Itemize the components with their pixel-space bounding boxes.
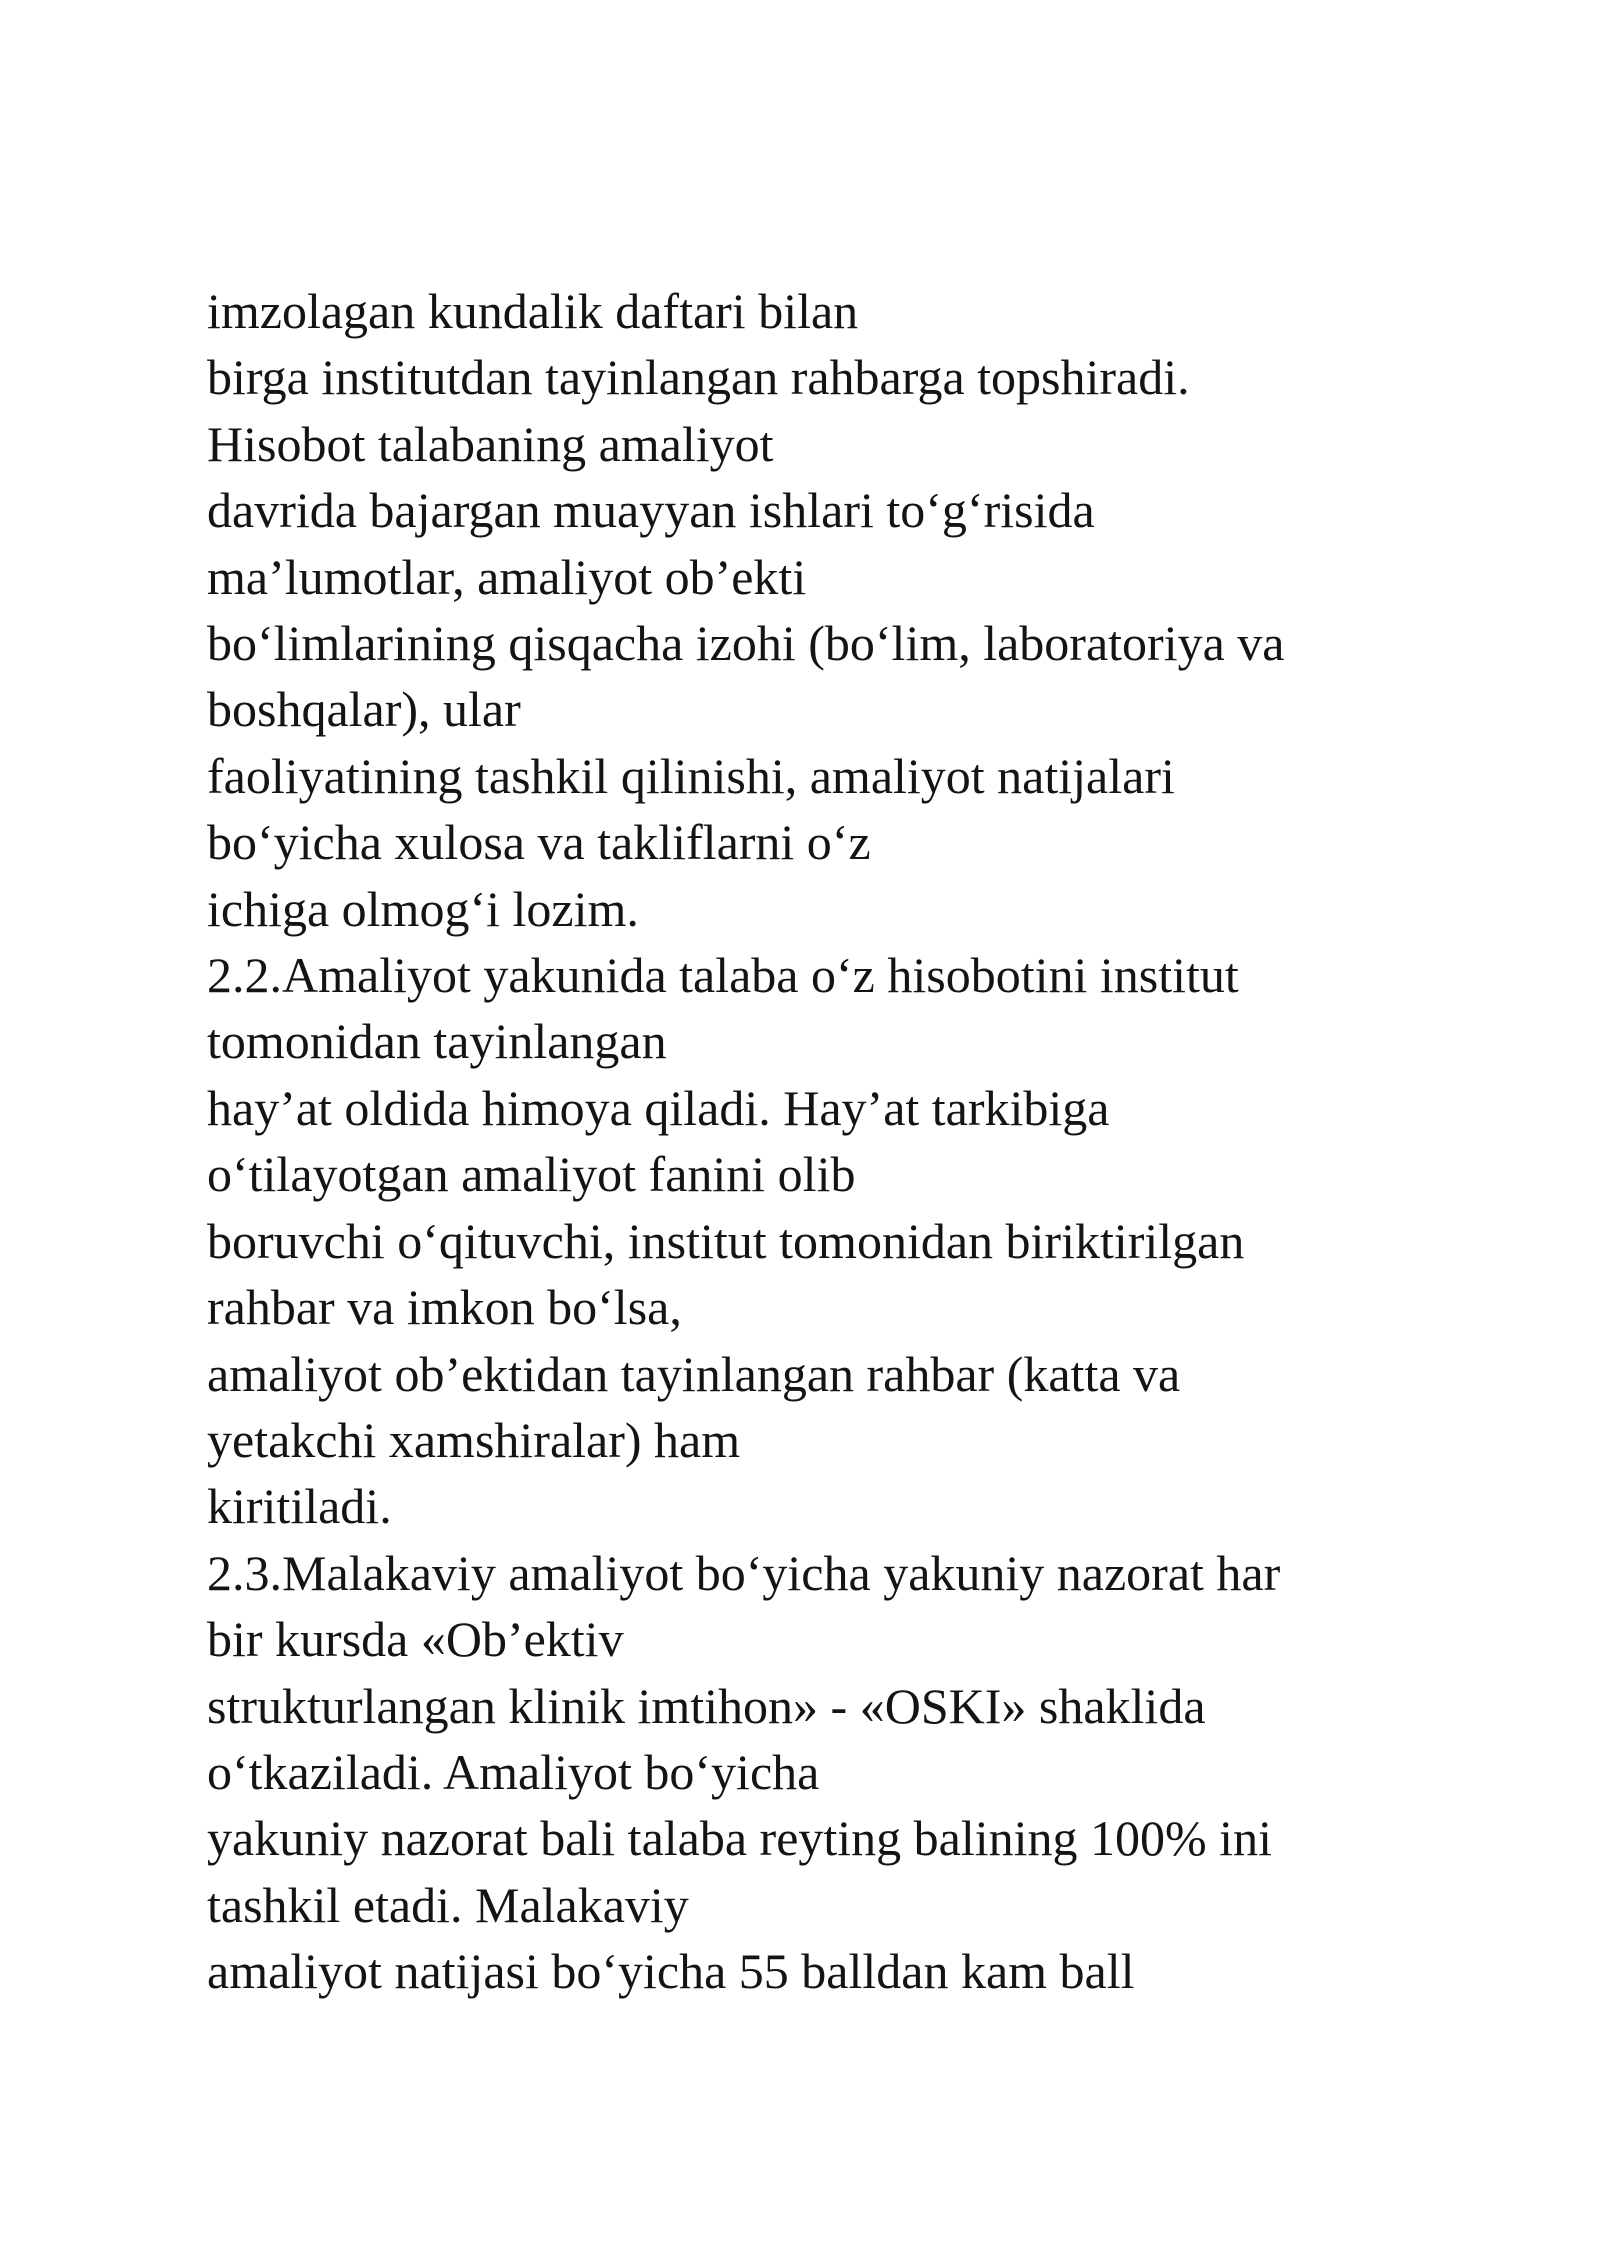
document-body-text (207, 278, 1507, 2005)
text-line: ichiga olmog‘i lozim. (207, 880, 639, 937)
text-line: ma’lumotlar, amaliyot ob’ekti (207, 548, 807, 605)
text-line: o‘tilayotgan amaliyot fanini olib (207, 1146, 856, 1203)
text-line: bir kursda «Ob’ektiv (207, 1611, 624, 1668)
section-2-3-start-line: 2.3.Malakaviy amaliyot bo‘yicha yakuniy nazorat har (207, 1544, 1281, 1601)
text-line: yetakchi xamshiralar) ham (207, 1411, 741, 1468)
text-line: birga institutdan tayinlangan rahbarga topshiradi. (207, 349, 1190, 406)
section-2-2-start-line: 2.2.Amaliyot yakunida talaba o‘z hisobotini institut (207, 947, 1239, 1004)
text-line: imzolagan kundalik daftari bilan (207, 283, 859, 339)
text-line: hay’at oldida himoya qiladi. Hay’at tarkibiga (207, 1079, 1110, 1136)
text-line: bo‘yicha xulosa va takliflarni o‘z (207, 814, 871, 871)
text-line: faoliyatining tashkil qilinishi, amaliyot natijalari (207, 747, 1175, 804)
text-line: bo‘limlarining qisqacha izohi (bo‘lim, laboratoriya va (207, 615, 1285, 672)
text-line: o‘tkaziladi. Amaliyot bo‘yicha (207, 1743, 820, 1800)
text-line: rahbar va imkon bo‘lsa, (207, 1279, 682, 1336)
text-line: tashkil etadi. Malakaviy (207, 1876, 689, 1933)
text-line: amaliyot natijasi bo‘yicha 55 balldan kam ball (207, 1943, 1135, 2000)
text-line: davrida bajargan muayyan ishlari to‘g‘risida (207, 482, 1095, 539)
text-line: amaliyot ob’ektidan tayinlangan rahbar (katta va (207, 1345, 1181, 1402)
text-line: boshqalar), ular (207, 681, 521, 738)
text-line: Hisobot talabaning amaliyot (207, 415, 774, 472)
text-line: yakuniy nazorat bali talaba reyting balining 100% ini (207, 1810, 1272, 1867)
text-line: kiritiladi. (207, 1478, 392, 1535)
text-line: tomonidan tayinlangan (207, 1013, 667, 1070)
text-line: boruvchi o‘qituvchi, institut tomonidan biriktirilgan (207, 1212, 1245, 1269)
text-line: strukturlangan klinik imtihon» - «OSKI» shaklida (207, 1677, 1206, 1734)
